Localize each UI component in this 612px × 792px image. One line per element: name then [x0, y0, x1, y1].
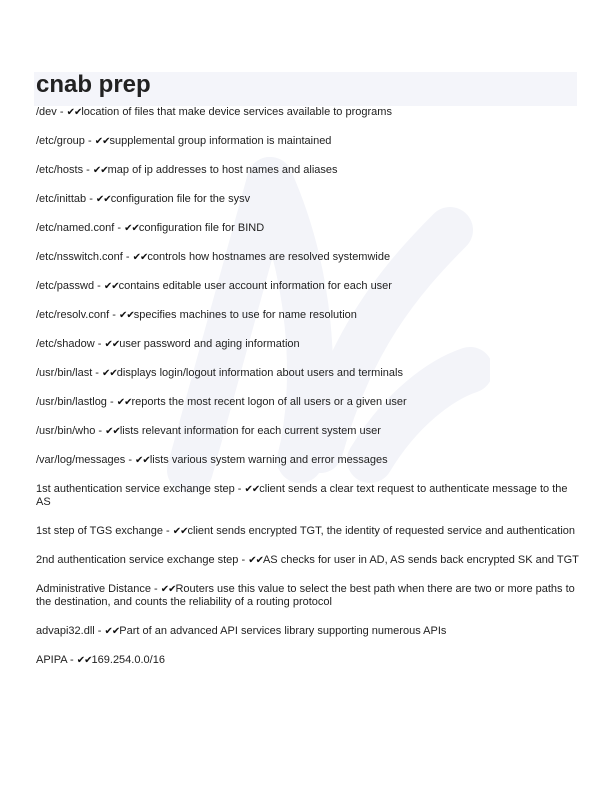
entry-term: /etc/named.conf: [36, 222, 115, 234]
double-check-icon: ✔✔: [66, 107, 82, 118]
entry-term: /etc/shadow: [36, 338, 95, 350]
entry-separator: -: [125, 454, 136, 466]
list-item: [36, 338, 582, 351]
list-item: [36, 280, 582, 293]
double-check-icon: ✔✔: [102, 368, 117, 379]
double-check-icon: ✔✔: [244, 484, 260, 495]
entry-definition: reports the most recent logon of all users or a given user: [131, 396, 407, 408]
double-check-icon: ✔✔: [135, 455, 150, 466]
entry-term: /etc/passwd: [36, 280, 95, 292]
entry-separator: -: [92, 367, 103, 379]
list-item: [36, 583, 582, 609]
entry-term: /usr/bin/last: [36, 367, 93, 379]
entry-separator: -: [94, 338, 105, 350]
list-item: [36, 251, 582, 264]
entry-term: /etc/nsswitch.conf: [36, 251, 123, 263]
double-check-icon: ✔✔: [248, 555, 263, 566]
entry-separator: -: [106, 396, 117, 408]
entry-term: Administrative Distance: [36, 583, 151, 595]
double-check-icon: ✔✔: [132, 252, 148, 263]
double-check-icon: ✔✔: [103, 281, 119, 292]
entry-term: /usr/bin/lastlog: [36, 396, 107, 408]
double-check-icon: ✔✔: [172, 526, 188, 537]
entry-separator: -: [83, 164, 93, 176]
entry-definition: client sends encrypted TGT, the identity of requested service and authentication: [187, 525, 576, 537]
list-item: [36, 367, 582, 380]
entry-separator: -: [66, 654, 77, 666]
entry-separator: -: [95, 425, 106, 437]
list-item: [36, 454, 582, 467]
double-check-icon: ✔✔: [94, 136, 110, 147]
list-item: [36, 396, 582, 409]
flashcard-list: [36, 106, 582, 683]
entry-definition: controls how hostnames are resolved systemwide: [147, 251, 391, 263]
double-check-icon: ✔✔: [105, 426, 120, 437]
entry-separator: -: [86, 193, 96, 205]
list-item: [36, 164, 582, 177]
entry-term: 1st authentication service exchange step: [36, 483, 235, 495]
entry-term: /etc/inittab: [36, 193, 87, 205]
entry-definition: specifies machines to use for name resolution: [133, 309, 357, 321]
entry-term: /etc/hosts: [36, 164, 84, 176]
list-item: [36, 309, 582, 322]
entry-separator: -: [122, 251, 133, 263]
entry-definition: configuration file for the sysv: [110, 193, 251, 205]
list-item: [36, 483, 582, 509]
entry-definition: contains editable user account information for each user: [118, 280, 392, 292]
list-item: [36, 135, 582, 148]
entry-term: 1st step of TGS exchange: [36, 525, 163, 537]
entry-definition: lists various system warning and error messages: [149, 454, 388, 466]
entry-separator: -: [162, 525, 173, 537]
entry-definition: user password and aging information: [119, 338, 300, 350]
entry-separator: -: [84, 135, 95, 147]
entry-definition: map of ip addresses to host names and aliases: [107, 164, 338, 176]
entry-definition: lists relevant information for each current system user: [119, 425, 381, 437]
list-item: [36, 625, 582, 638]
double-check-icon: ✔✔: [104, 626, 120, 637]
entry-definition: Routers use this value to select the best path when there are two or more paths to the destination, and counts the reliability of a routing protocol: [36, 583, 575, 608]
entry-term: /dev: [36, 106, 57, 118]
entry-definition: Part of an advanced API services library supporting numerous APIs: [119, 625, 447, 637]
list-item: [36, 654, 582, 667]
entry-term: /usr/bin/who: [36, 425, 96, 437]
entry-separator: -: [94, 280, 104, 292]
list-item: [36, 106, 582, 119]
entry-term: APIPA: [36, 654, 67, 666]
entry-term: /etc/resolv.conf: [36, 309, 110, 321]
list-item: [36, 193, 582, 206]
entry-definition: AS checks for user in AD, AS sends back encrypted SK and TGT: [262, 554, 579, 566]
entry-separator: -: [238, 554, 249, 566]
entry-separator: -: [56, 106, 67, 118]
entry-definition: displays login/logout information about users and terminals: [116, 367, 403, 379]
entry-separator: -: [109, 309, 119, 321]
entry-separator: -: [150, 583, 161, 595]
entry-definition: location of files that make device services available to programs: [81, 106, 392, 118]
list-item: [36, 554, 582, 567]
entry-term: /etc/group: [36, 135, 85, 147]
double-check-icon: ✔✔: [160, 584, 176, 595]
entry-term: 2nd authentication service exchange step: [36, 554, 239, 566]
entry-definition: supplemental group information is maintained: [109, 135, 332, 147]
page-title: cnab prep: [36, 71, 151, 98]
list-item: [36, 425, 582, 438]
double-check-icon: ✔✔: [92, 165, 108, 176]
entry-term: /var/log/messages: [36, 454, 126, 466]
entry-definition: 169.254.0.0/16: [91, 654, 165, 666]
double-check-icon: ✔✔: [76, 655, 92, 666]
double-check-icon: ✔✔: [116, 397, 132, 408]
list-item: [36, 525, 582, 538]
list-item: [36, 222, 582, 235]
entry-definition: client sends a clear text request to authenticate message to the AS: [36, 483, 568, 508]
double-check-icon: ✔✔: [118, 310, 134, 321]
double-check-icon: ✔✔: [95, 194, 111, 205]
double-check-icon: ✔✔: [104, 339, 120, 350]
entry-separator: -: [234, 483, 245, 495]
entry-separator: -: [114, 222, 125, 234]
double-check-icon: ✔✔: [124, 223, 139, 234]
entry-definition: configuration file for BIND: [138, 222, 265, 234]
entry-term: advapi32.dll: [36, 625, 95, 637]
entry-separator: -: [94, 625, 105, 637]
